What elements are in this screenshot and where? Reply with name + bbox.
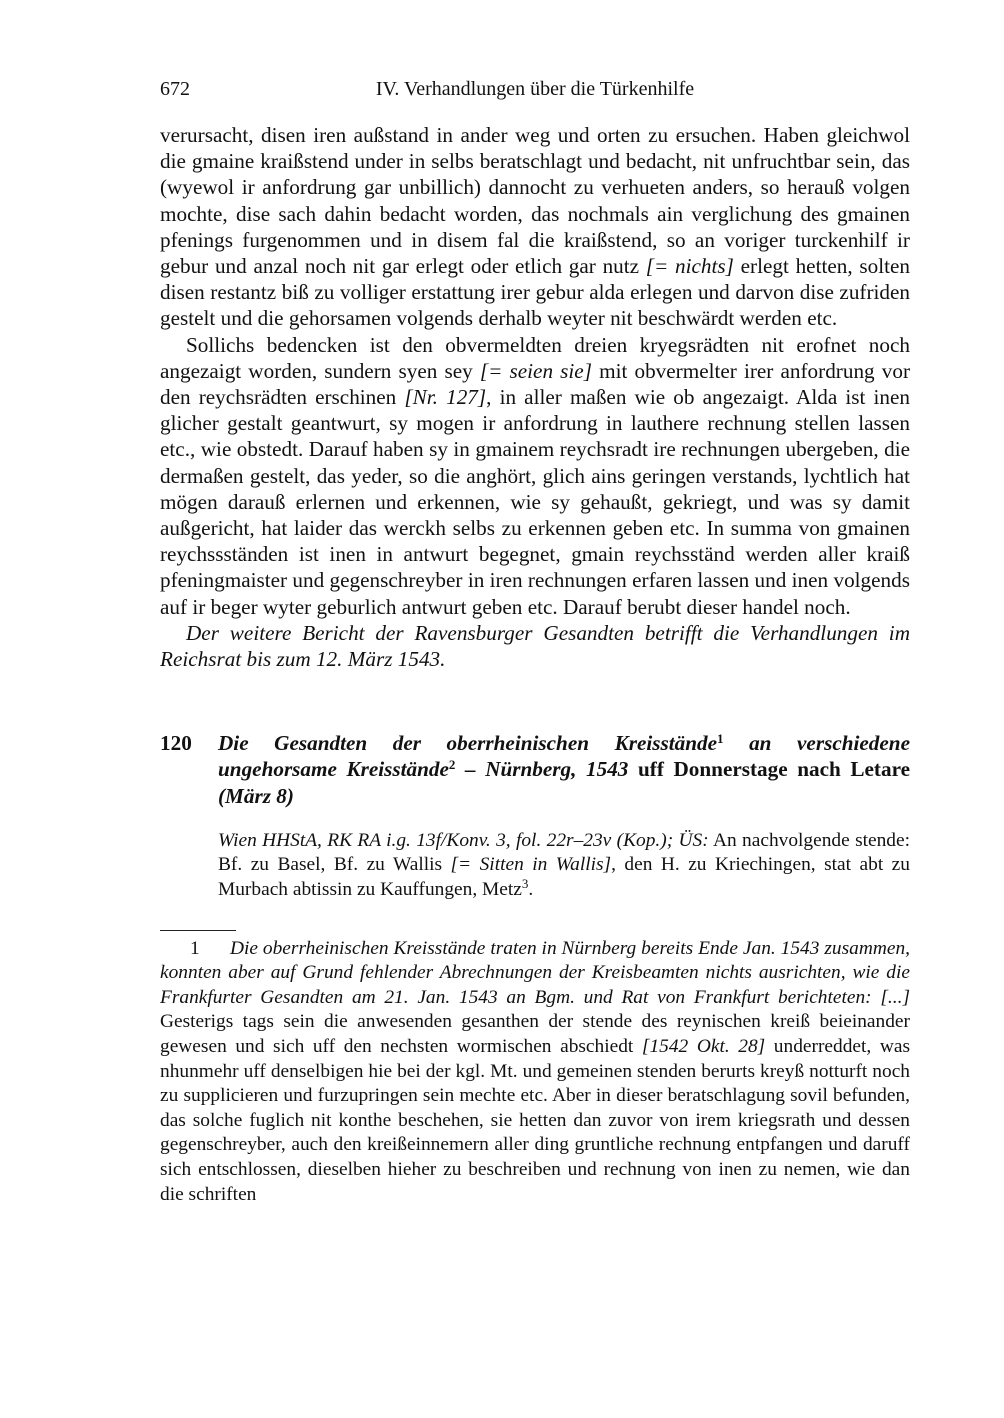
source-text-c: , den H. zu Kriechingen, stat abt zu Murbach abtissin zu Kauffungen, Metz (218, 854, 910, 901)
footnote-text-a: Gesterigs tags sein die anwesenden gesanthen der stende des reynischen kreiß beieinander gewesen und sich uff den nechsten wormischen abschiedt (160, 1011, 910, 1058)
running-title: IV. Verhandlungen über die Türkenhilfe (375, 78, 695, 100)
source-text-b: An nachvolgende stende: Bf. zu Basel, Bf. zu Wallis (218, 829, 911, 876)
document-title (218, 730, 910, 809)
paragraph-1-text-b: erlegt hetten, solten disen restantz biß zu volliger erstattung irer gebur alda erlegen und darvon dise zufriden gestelt und die gehorsamen volgends derhalb weyter nit beschwärdt werden etc. (160, 254, 910, 331)
title-part-b: an verschiedene ungehorsame Kreisstände (218, 731, 910, 782)
document-number: 120 (160, 731, 192, 756)
footnote-divider (160, 930, 236, 931)
source-archive: Wien HHStA, RK RA i.g. 13f/Konv. 3, fol. 22r–23v (Kop.); ÜS: (218, 829, 709, 851)
footnote-ref-2[interactable]: 2 (448, 757, 456, 773)
paragraph-2-text-a: Sollichs bedencken ist den obvermeldten dreien kryegsrädten nit erofnet noch angezaigt worden, sundern syen sey (160, 332, 910, 383)
paragraph-2-text-b: mit obvermelter irer anfordrung vor den reychsrädten erschinen (160, 358, 911, 410)
footnote-ref-1[interactable]: 1 (717, 731, 724, 747)
main-text (160, 122, 910, 672)
paragraph-2-text-c: , in aller maßen wie ob angezaigt. Alda ist inen glicher gestalt geantwurt, sy mogen ir anfordrung in lauthere rechnung stellen lassen etc., wie obstedt. Darauf haben sy in gmainem reychsradt ire rechnungen ubergeben, die dermaßen gestelt, das yeder, so die anghört, glich ains geringen verstands, lychtlich hat mögen darauß erlernen und erkennen, wie sy gehaußt, gekriegt, und was sy damit außgericht, hat laider das werckh selbs zu erkennen geben etc. In summa von gmainen reychssständen ist inen in antwurt begegnet, gmain reychsständ werden aller kraiß pfeningmaister und gegenschreyber in iren rechnungen erfaren lassen und inen volgends auf ir beger wyter geburlich antwurt geben etc. Darauf berubt dieser handel noch. (160, 385, 910, 619)
editorial-summary: Der weitere Bericht der Ravensburger Gesandten betrifft die Verhandlungen im Reichsrat bis zum 12. März 1543. (160, 620, 910, 672)
title-part-c: – Nürnberg, 1543 (455, 757, 638, 782)
source-end: . (528, 879, 534, 901)
editorial-note: [1542 Okt. 28] (641, 1036, 766, 1058)
paragraph-2 (160, 332, 910, 620)
footnote-ref-3[interactable]: 3 (521, 876, 529, 892)
document-content (218, 730, 910, 902)
editorial-note: [= Sitten in Wallis] (450, 854, 612, 876)
source-note (218, 829, 910, 903)
cross-reference: [Nr. 127] (404, 385, 487, 410)
editorial-note: [= nichts] (645, 254, 734, 279)
document-entry (160, 730, 910, 902)
footnote-1 (160, 937, 910, 1208)
title-part-a: Die Gesandten der oberrheinischen Kreisstände (218, 731, 717, 756)
page-header (160, 78, 910, 106)
footnote-number: 1 (190, 937, 200, 959)
paragraph-1 (160, 122, 910, 332)
page-number: 672 (160, 78, 190, 100)
footnote-italic: Die oberrheinischen Kreisstände traten in Nürnberg bereits Ende Jan. 1543 zusammen, konnten aber auf Grund fehlender Abrechnungen der Kreisbeamten nichts ausrichten, wie die Frankfurter Gesandten am 21. Jan. 1543 an Bgm. und Rat von Frankfurt berichteten: [...] (160, 937, 910, 1008)
title-date-modern: (März 8) (218, 783, 294, 808)
paragraph-3 (160, 620, 910, 672)
footnote-text-b: underreddet, was nhunmehr uff denselbigen hie bei der kgl. Mt. und gemeinen stenden berurts kreyß notturft noch zu supplicieren und furzupringen sein mechte etc. Aber in dieser beratschlagung sovil befunden, das solche fuglich nit konthe beschehen, sie hetten dan zuvor von irem kriegsrath und dessen gegenschreyber, auch den kreißeinnemern aller ding gruntliche rechnung entpfangen und daruff sich entschlossen, dieselben hieher zu beschreiben und rechnung von inen zu nemen, wie dan die schriften (160, 1036, 911, 1205)
document-page (160, 78, 910, 1207)
editorial-note: [= seien sie] (479, 358, 592, 383)
paragraph-1-text-a: verursacht, disen iren außstand in ander weg und orten zu ersuchen. Haben gleichwol die gmaine kraißstend under in selbs beratschlagt und bedacht, nit unfruchtbar sein, das (wyewol ir anfordrung gar unbillich) dannocht zu verhueten anders, so herauß volgen mochte, dise sach dahin bedacht worden, das nochmals ain verglichung des gmainen pfenings furgenommen und in disem fal die kraißstend, so an voriger turckenhilf ir gebur und anzal noch nit gar erlegt oder etlich gar nutz (160, 123, 910, 279)
title-date-original: uff Donnerstage nach Letare (638, 757, 910, 782)
